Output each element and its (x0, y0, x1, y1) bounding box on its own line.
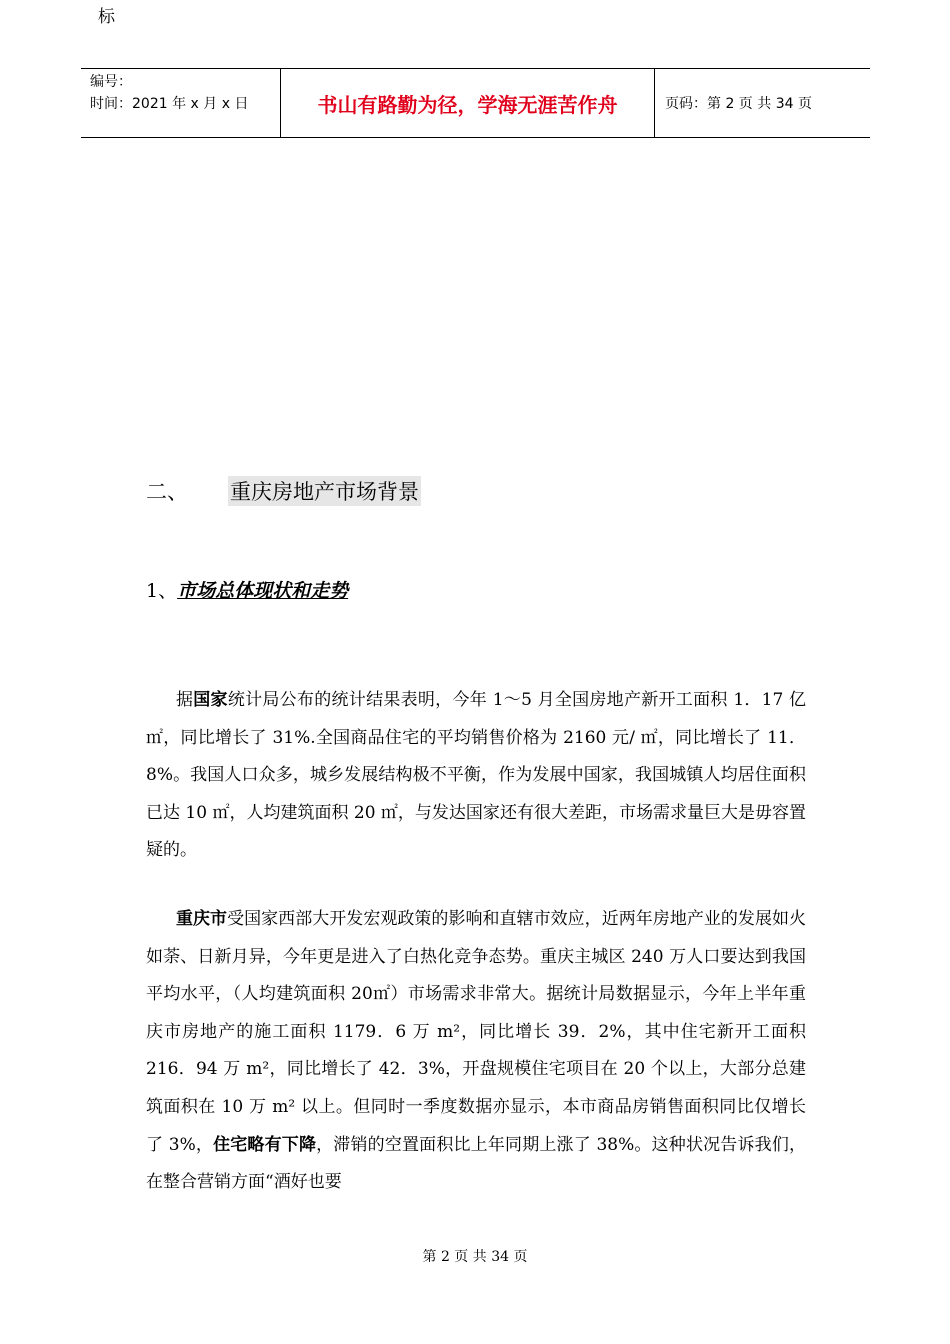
paragraph2-bold-2: 住宅略有下降 (213, 1134, 317, 1155)
page-footer: 第 2 页 共 34 页 (422, 1249, 528, 1265)
section-heading (146, 476, 421, 506)
paragraph-chongqing (146, 901, 806, 1202)
paragraph1-bold: 国家 (193, 690, 228, 710)
paragraph-national (146, 682, 806, 870)
section-number: 二、 (146, 480, 188, 504)
motto: 书山有路勤为径，学海无涯苦作舟 (317, 92, 618, 117)
paragraph2-text-2: ，滞销的空置面积比上年同期上涨了 38%。这种状况告诉我们，在整合营销方面“酒好也要 (146, 1134, 806, 1193)
top-mark: 标 (98, 7, 115, 27)
subsection-title: 市场总体现状和走势 (177, 580, 349, 602)
paragraph2-text-1: 受国家西部大开发宏观政策的影响和直辖市效应，近两年房地产业的发展如火如荼、日新月异，今年更是进入了白热化竞争态势。重庆主城区 240 万人口要达到我国平均水平，（人均建筑面积 20㎡）市场需求非常大。据统计局数据显示，今年上半年重庆市房地产的施工面积 1179．6 万 m²，同比增长 39．2%，其中住宅新开工面积 216．94 万 m²，同比增长了 42．3%，开盘规模住宅项目在 20 个以上，大部分总建筑面积在 10 万 m² 以上。但同时一季度数据亦显示，本市商品房销售面积同比仅增长了 3%， (146, 909, 807, 1155)
number-label: 编号： (90, 74, 132, 90)
subsection-number: 1、 (146, 580, 178, 602)
page-code-cell (655, 69, 870, 137)
time-label: 时间：2021 年 x 月 x 日 (90, 96, 249, 112)
paragraph2-bold: 重庆市 (176, 909, 228, 929)
motto-cell (281, 69, 655, 137)
paragraph1-text: 统计局公布的统计结果表明，今年 1～5 月全国房地产新开工面积 1．17 亿㎡，同比增长了 31%.全国商品住宅的平均销售价格为 2160 元/ ㎡，同比增长了 11．8%。我国人口众多，城乡发展结构极不平衡，作为发展中国家，我国城镇人均居住面积已达 10 ㎡，人均建筑面积 20 ㎡，与发达国家还有很大差距，市场需求量巨大是毋容置疑的。 (146, 690, 806, 861)
header-meta-cell (81, 69, 281, 137)
section-title: 重庆房地产市场背景 (228, 476, 421, 506)
subsection-heading (146, 576, 348, 603)
paragraph1-lead: 据 (176, 690, 194, 710)
document-header (81, 68, 870, 138)
page-code: 页码：第 2 页 共 34 页 (665, 96, 812, 112)
